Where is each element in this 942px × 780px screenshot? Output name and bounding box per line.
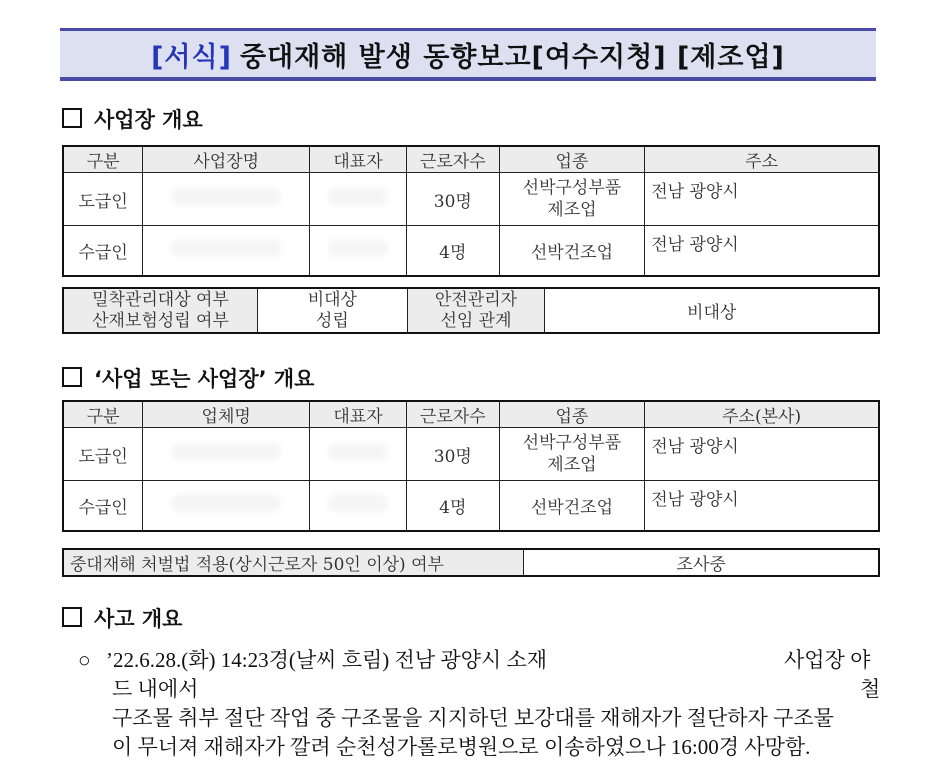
table-row (63, 481, 879, 531)
checkbox-square-icon (62, 108, 82, 128)
redacted-name (143, 481, 310, 531)
header-cell: 근로자수 (406, 401, 499, 428)
table-row (63, 173, 879, 226)
redacted-name (143, 173, 310, 226)
redacted-name (143, 428, 310, 481)
info-value: 비대상 (545, 288, 879, 333)
summary-line-2: 드 내에서 (112, 677, 199, 701)
summary-line-1-end: 사업장 야 (784, 648, 871, 672)
section-heading-text: 사업장 개요 (94, 108, 203, 132)
bullet-icon: ○ (78, 648, 91, 672)
row-address: 전남 광양시 (645, 428, 879, 481)
header-cell: 사업장명 (143, 146, 310, 173)
title-text: 중대재해 발생 동향보고[여수지청] [제조업] (239, 41, 785, 73)
workplace-table (62, 145, 880, 277)
info-label: 밀착관리대상 여부 산재보험성립 여부 (63, 288, 258, 333)
header-cell: 대표자 (310, 401, 407, 428)
table-row (63, 226, 879, 276)
row-type: 수급인 (63, 226, 143, 276)
checkbox-square-icon (62, 367, 82, 387)
section-heading-accident (62, 603, 182, 633)
summary-line-3: 구조물 취부 절단 작업 중 구조물을 지지하던 보강대를 재해자가 절단하자 구조물 (112, 706, 834, 730)
law-applicability-table (62, 548, 880, 577)
law-value: 조사중 (524, 549, 879, 576)
section-heading-workplace (62, 104, 203, 134)
row-industry: 선박건조업 (499, 481, 645, 531)
workplace-info-table (62, 287, 880, 334)
row-workers: 30명 (406, 173, 499, 226)
row-workers: 4명 (406, 226, 499, 276)
redacted-rep (310, 481, 407, 531)
row-type: 도급인 (63, 428, 143, 481)
row-industry: 선박건조업 (499, 226, 645, 276)
header-cell: 주소 (645, 146, 879, 173)
summary-line-2-end: 철 (860, 677, 881, 701)
row-industry: 선박구성부품 제조업 (499, 173, 645, 226)
business-table (62, 400, 880, 532)
row-type: 도급인 (63, 173, 143, 226)
header-cell: 주소(본사) (645, 401, 879, 428)
summary-line-1: ’22.6.28.(화) 14:23경(날씨 흐림) 전남 광양시 소재 (106, 648, 548, 672)
header-cell: 업종 (499, 401, 645, 428)
info-value: 비대상 성립 (258, 288, 408, 333)
header-cell: 대표자 (310, 146, 407, 173)
header-cell: 근로자수 (406, 146, 499, 173)
info-label: 안전관리자 선임 관계 (407, 288, 545, 333)
redacted-name (143, 226, 310, 276)
redacted-rep (310, 226, 407, 276)
row-address: 전남 광양시 (645, 226, 879, 276)
summary-line-4: 이 무너져 재해자가 깔려 순천성가롤로병원으로 이송하였으나 16:00경 사망함. (112, 735, 811, 759)
row-industry: 선박구성부품 제조업 (499, 428, 645, 481)
section-heading-business (62, 363, 314, 393)
header-cell: 구분 (63, 146, 143, 173)
row-type: 수급인 (63, 481, 143, 531)
redacted-rep (310, 428, 407, 481)
header-cell: 업체명 (143, 401, 310, 428)
section-heading-text: ‘사업 또는 사업장’ 개요 (94, 367, 315, 391)
title-tag: [서식] (151, 41, 232, 73)
row-address: 전남 광양시 (645, 173, 879, 226)
section-heading-text: 사고 개요 (94, 607, 183, 631)
document-title (60, 28, 876, 81)
header-cell: 구분 (63, 401, 143, 428)
table-row (63, 428, 879, 481)
row-workers: 30명 (406, 428, 499, 481)
law-label: 중대재해 처벌법 적용(상시근로자 50인 이상) 여부 (63, 549, 524, 576)
checkbox-square-icon (62, 607, 82, 627)
redacted-rep (310, 173, 407, 226)
row-address: 전남 광양시 (645, 481, 879, 531)
header-cell: 업종 (499, 146, 645, 173)
row-workers: 4명 (406, 481, 499, 531)
